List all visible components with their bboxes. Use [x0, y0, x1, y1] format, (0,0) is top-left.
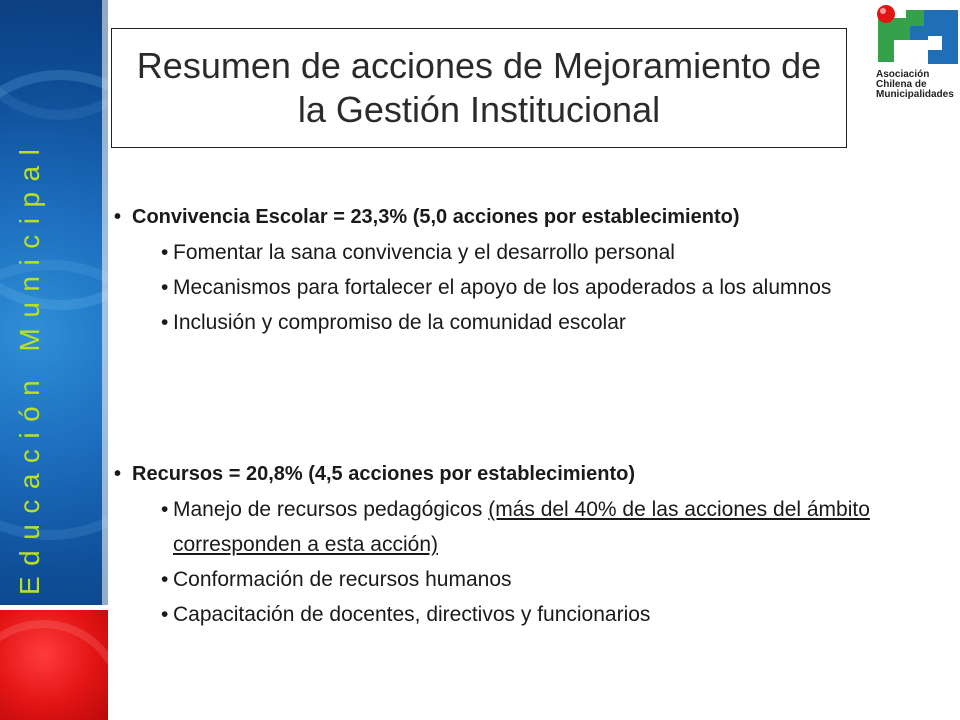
list-item: • Inclusión y compromiso de la comunidad escolar: [161, 305, 914, 340]
title-box: [111, 28, 847, 148]
page-title: Resumen de acciones de Mejoramiento de la Gestión Institucional: [136, 45, 822, 130]
section-heading: • Recursos = 20,8% (4,5 acciones por establecimiento): [114, 457, 914, 492]
side-label: Educación Municipal: [14, 138, 45, 595]
logo-line: Chilena de: [876, 79, 927, 90]
side-red-block: [0, 610, 108, 720]
section-heading: • Convivencia Escolar = 23,3% (5,0 acciones por establecimiento): [114, 200, 914, 235]
list-item: [161, 492, 914, 562]
list-item: • Mecanismos para fortalecer el apoyo de los apoderados a los alumnos: [161, 270, 914, 305]
list-item: • Fomentar la sana convivencia y el desarrollo personal: [161, 235, 914, 270]
content-body: [114, 200, 914, 632]
list-item: • Conformación de recursos humanos: [161, 562, 914, 597]
list-item: • Capacitación de docentes, directivos y funcionarios: [161, 597, 914, 632]
banner-edge: [102, 0, 108, 605]
logo-line: Asociación: [876, 69, 930, 80]
list-item-text: Manejo de recursos pedagógicos: [173, 498, 489, 521]
swirl-decoration: [0, 620, 108, 720]
logo-line: Municipalidades: [876, 89, 954, 100]
underlined-note: (más del 40% de las acciones del ámbito corresponden a esta acción): [173, 498, 870, 556]
asociacion-logo-icon: [866, 0, 960, 120]
swirl-decoration: [0, 0, 108, 120]
logo-text: [876, 70, 960, 100]
